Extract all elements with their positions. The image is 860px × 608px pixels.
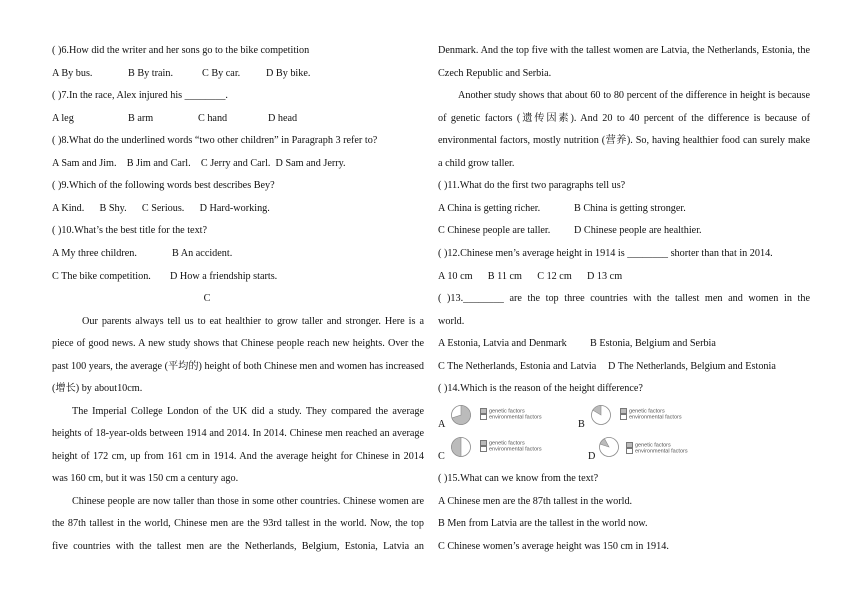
q14-option-d-pie-icon bbox=[598, 436, 620, 458]
q6-stem: ( )6.How did the writer and her sons go to the bike competition bbox=[52, 45, 310, 56]
passage-line: five countries with the tallest men are the Netherlands, Belgium, Estonia, Latvia an bbox=[52, 541, 424, 552]
passage-line: past 100 years, the average (平均的) height of both Chinese men and women has increased bbox=[52, 361, 425, 372]
q15-option-a: A Chinese men are the 87th tallest in the world. bbox=[438, 496, 633, 507]
passage-line: Denmark. And the top five with the tallest women are Latvia, the Netherlands, Estonia, the bbox=[438, 45, 810, 56]
q6-option-c: C By car. bbox=[202, 68, 241, 79]
q15-stem: ( )15.What can we know from the text? bbox=[438, 473, 599, 484]
q14-option-b-label: B bbox=[578, 419, 585, 430]
q12-options: A 10 cm B 11 cm C 12 cm D 13 cm bbox=[438, 271, 623, 282]
q13-option-d: D The Netherlands, Belgium and Estonia bbox=[608, 361, 776, 372]
q7-stem: ( )7.In the race, Alex injured his ________. bbox=[52, 90, 228, 101]
q10-option-a: A My three children. bbox=[52, 248, 137, 259]
q14-option-c-label: C bbox=[438, 451, 445, 462]
q7-option-a: A leg bbox=[52, 113, 74, 124]
q14-option-c-pie-icon bbox=[450, 436, 472, 458]
q13-stem-cont: world. bbox=[438, 316, 465, 327]
q14-option-c-legend: genetic factors environmental factors bbox=[480, 440, 542, 453]
q13-option-b: B Estonia, Belgium and Serbia bbox=[590, 338, 716, 349]
q10-option-d: D How a friendship starts. bbox=[170, 271, 278, 282]
q11-option-a: A China is getting richer. bbox=[438, 203, 541, 214]
q14-option-b-pie-icon bbox=[590, 404, 612, 426]
passage-line: Czech Republic and Serbia. bbox=[438, 68, 552, 79]
passage-line: (增长) by about10cm. bbox=[52, 383, 143, 394]
q11-option-c: C Chinese people are taller. bbox=[438, 225, 551, 236]
q10-option-c: C The bike competition. bbox=[52, 271, 151, 282]
q8-stem: ( )8.What do the underlined words “two other children” in Paragraph 3 refer to? bbox=[52, 135, 378, 146]
q13-stem: ( )13.________ are the top three countries with the tallest men and women in the bbox=[438, 293, 810, 304]
q6-option-d: D By bike. bbox=[266, 68, 311, 79]
section-heading: C bbox=[203, 293, 211, 304]
q11-option-d: D Chinese people are healthier. bbox=[574, 225, 702, 236]
q6-option-b: B By train. bbox=[128, 68, 173, 79]
passage-line: Chinese people are now taller than those in some other countries. Chinese women are bbox=[72, 496, 424, 507]
q13-option-a: A Estonia, Latvia and Denmark bbox=[438, 338, 567, 349]
passage-line: a child grow taller. bbox=[438, 158, 515, 169]
passage-line: height of 172 cm, up from 161 cm in 1914. And the average height for Chinese in 2014 bbox=[52, 451, 424, 462]
q14-option-d-legend: genetic factors environmental factors bbox=[626, 442, 688, 455]
q9-stem: ( )9.Which of the following words best describes Bey? bbox=[52, 180, 275, 191]
q7-option-b: B arm bbox=[128, 113, 154, 124]
passage-line: piece of good news. A new study shows that Chinese people reach new heights. Over the bbox=[52, 338, 424, 349]
passage-line: of genetic factors (遗传因素). And 20 to 40 percent of the difference is because of bbox=[438, 113, 810, 124]
q14-option-a-legend: genetic factors environmental factors bbox=[480, 408, 542, 421]
q13-option-c: C The Netherlands, Estonia and Latvia bbox=[438, 361, 597, 372]
passage-line: The Imperial College London of the UK did a study. They compared the average bbox=[72, 406, 424, 417]
passage-line: environmental factors, mostly nutrition (营养). So, having healthier food can surely make bbox=[438, 135, 810, 146]
passage-line: the 87th tallest in the world, Chinese men are the 93rd tallest in the world. Now, the top bbox=[52, 518, 424, 529]
q15-option-b: B Men from Latvia are the tallest in the world now. bbox=[438, 518, 648, 529]
q14-option-a-pie-icon bbox=[450, 404, 472, 426]
q10-option-b: B An accident. bbox=[172, 248, 233, 259]
passage-line: Another study shows that about 60 to 80 percent of the difference in height is because bbox=[458, 90, 810, 101]
q11-stem: ( )11.What do the first two paragraphs tell us? bbox=[438, 180, 626, 191]
passage-line: was 160 cm, but it was 150 cm a century ago. bbox=[52, 473, 239, 484]
q11-option-b: B China is getting stronger. bbox=[574, 203, 686, 214]
q8-options: A Sam and Jim. B Jim and Carl. C Jerry and Carl. D Sam and Jerry. bbox=[52, 158, 346, 169]
q10-stem: ( )10.What’s the best title for the text? bbox=[52, 225, 208, 236]
q9-options: A Kind. B Shy. C Serious. D Hard-working. bbox=[52, 203, 270, 214]
q14-stem: ( )14.Which is the reason of the height difference? bbox=[438, 383, 643, 394]
q15-option-c: C Chinese women’s average height was 150 cm in 1914. bbox=[438, 541, 669, 552]
q14-option-d-label: D bbox=[588, 451, 596, 462]
passage-line: Our parents always tell us to eat healthier to grow taller and stronger. Here is a bbox=[82, 316, 424, 327]
passage-line: heights of 18-year-olds between 1914 and 2014. In 2014. Chinese men reached an average bbox=[52, 428, 424, 439]
q7-option-d: D head bbox=[268, 113, 298, 124]
q7-option-c: C hand bbox=[198, 113, 228, 124]
q12-stem: ( )12.Chinese men’s average height in 1914 is ________ shorter than that in 2014. bbox=[438, 248, 773, 259]
q6-option-a: A By bus. bbox=[52, 68, 93, 79]
q14-option-b-legend: genetic factors environmental factors bbox=[620, 408, 682, 421]
q14-option-a-label: A bbox=[438, 419, 446, 430]
